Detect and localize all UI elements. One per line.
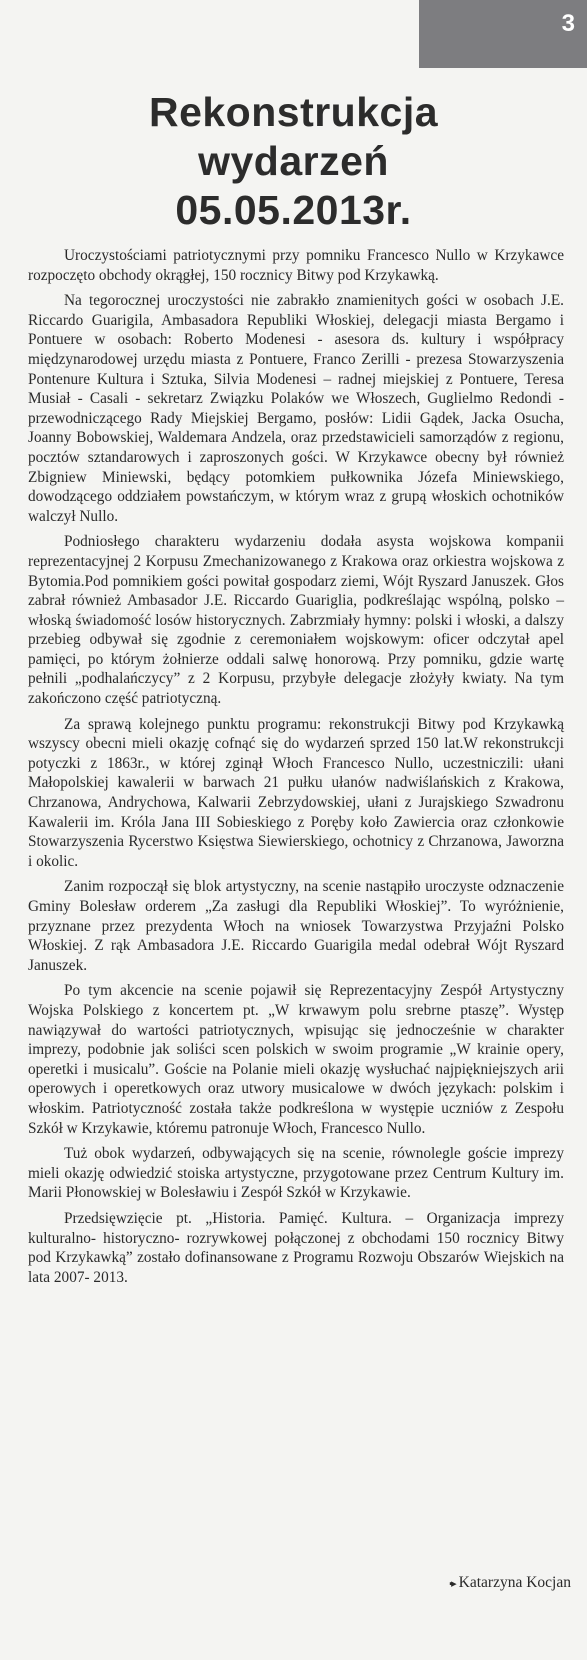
article-paragraph: Za sprawą kolejnego punktu programu: rekonstrukcji Bitwy pod Krzykawką wszyscy obecni mieli okazję cofnąć się do wydarzeń sprzed 150 lat.W rekonstrukcji potyczki z 1863r., w której zginął Włoch Francesco Nullo, uczestniczili: ułani Małopolskiej kawalerii w barwach 21 pułku ułanów nadwiślańskich z Krakowa, Chrzanowa, Andrychowa, Kalwarii Zebrzydowskiej, ułani z Jurajskiego Szwadronu Kawalerii im. Króla Jana III Sobieskiego z Poręby koło Zawiercia oraz członkowie Stowarzyszenia Rycerstwo Księstwa Siewierskiego, ochotnicy z Chrzanowa, Jaworzna i okolic.: [28, 715, 564, 870]
headline-line-3: 05.05.2013r.: [175, 187, 412, 233]
article-paragraph: Po tym akcencie na scenie pojawił się Reprezentacyjny Zespół Artystyczny Wojska Polskiego z koncertem pt. „W krwawym polu srebrne ptaszę”. Występ nawiązywał do wartości patriotycznych, wpisując się jednocześnie w charakter imprezy, podobnie jak soliści scen polskich w swoim programie „W krainie opery, operetki i musicalu”. Goście na Polanie mieli okazję wysłuchać najpiękniejszych arii operowych i operetkowych oraz utwory musicalowe w dwóch językach: polskim i włoskim. Patriotyczność została także podkreślona w występie uczniów z Zespołu Szkół w Krzykawie, któremu patronuje Włoch, Francesco Nullo.: [28, 982, 564, 1137]
author-name: Katarzyna Kocjan: [458, 1574, 571, 1591]
byline-arrow-icon: ▪▸: [449, 1578, 455, 1590]
article-headline: [0, 88, 587, 235]
headline-line-1: Rekonstrukcja: [148, 89, 439, 135]
article-paragraph: Przedsięwzięcie pt. „Historia. Pamięć. Kultura. – Organizacja imprezy kulturalno- historyczno- rozrywkowej połączonej z obchodami 150 rocznicy Bitwy pod Krzykawką” zostało dofinansowane z Programu Rozwoju Obszarów Wiejskich na lata 2007- 2013.: [28, 1209, 564, 1286]
headline-line-2: wydarzeń: [198, 138, 389, 184]
article-paragraph: Podniosłego charakteru wydarzeniu dodała asysta wojskowa kompanii reprezentacyjnej 2 Korpusu Zmechanizowanego z Krakowa oraz orkiestra wojskowa z Bytomia.Pod pomnikiem gości powitał gospodarz ziemi, Wójt Ryszard Januszek. Głos zabrał również Ambasador J.E. Riccardo Guariglia, podkreślając wspólną, polsko – włoską świadomość losów historycznych. Zabrzmiały hymny: polski i włoski, a dalszy przebieg odbywał się zgodnie z ceremoniałem wojskowym: oficer odczytał apel pamięci, po którym żołnierze oddali salwę honorową. Przy pomniku, gdzie wartę pełnili „podhalańczycy” z 2 Korpusu, przybyłe delegacje złożyły kwiaty. Na tym zakończono część patriotyczną.: [28, 533, 564, 708]
page-number-box: [419, 0, 587, 68]
author-byline: [449, 1574, 571, 1592]
article-paragraph: Uroczystościami patriotycznymi przy pomniku Francesco Nullo w Krzykawce rozpoczęto obchody okrągłej, 150 rocznicy Bitwy pod Krzykawką.: [28, 247, 564, 284]
article-paragraph: Na tegorocznej uroczystości nie zabrakło znamienitych gości w osobach J.E. Riccardo Guarigila, Ambasadora Republiki Włoskiej, delegacji miasta Bergamo i Pontuere w osobach: Roberto Modenesi - asesora ds. kultury i współpracy międzynarodowej urzędu miasta z Pontuere, Franco Zerilli - prezesa Stowarzyszenia Pontenure Kultura i Sztuka, Silvia Modenesi – radnej miejskiej z Pontuere, Teresa Musiał - Casali - sekretarz Związku Polaków we Włoszech, Guglielmo Redondi - przewodniczącego Rady Miejskiej Bergamo, posłów: Lidii Gądek, Jacka Osucha, Joanny Bobowskiej, Waldemara Andzela, oraz przedstawicieli samorządów z regionu, pocztów sztandarowych i zaproszonych gości. W Krzykawce obecny był również Zbigniew Miniewski, będący potomkiem pułkownika Józefa Miniewskiego, dowodzącego oddziałem powstańczym, w którym wraz z grupą włoskich ochotników walczył Nullo.: [28, 292, 564, 525]
article-body: [28, 246, 564, 1293]
page-number: 3: [561, 10, 575, 37]
article-paragraph: Zanim rozpoczął się blok artystyczny, na scenie nastąpiło uroczyste odznaczenie Gminy Bolesław orderem „Za zasługi dla Republiki Włoskiej”. To wyróżnienie, przyznane przez prezydenta Włoch na wniosek Towarzystwa Przyjaźni Polsko Włoskiej. Z rąk Ambasadora J.E. Riccardo Guarigila medal odebrał Wójt Ryszard Januszek.: [28, 878, 564, 974]
article-paragraph: Tuż obok wydarzeń, odbywających się na scenie, równolegle goście imprezy mieli okazję odwiedzić stoiska artystyczne, przygotowane przez Centrum Kultury im. Marii Płonowskiej w Bolesławiu i Zespół Szkół w Krzykawie.: [28, 1145, 564, 1202]
